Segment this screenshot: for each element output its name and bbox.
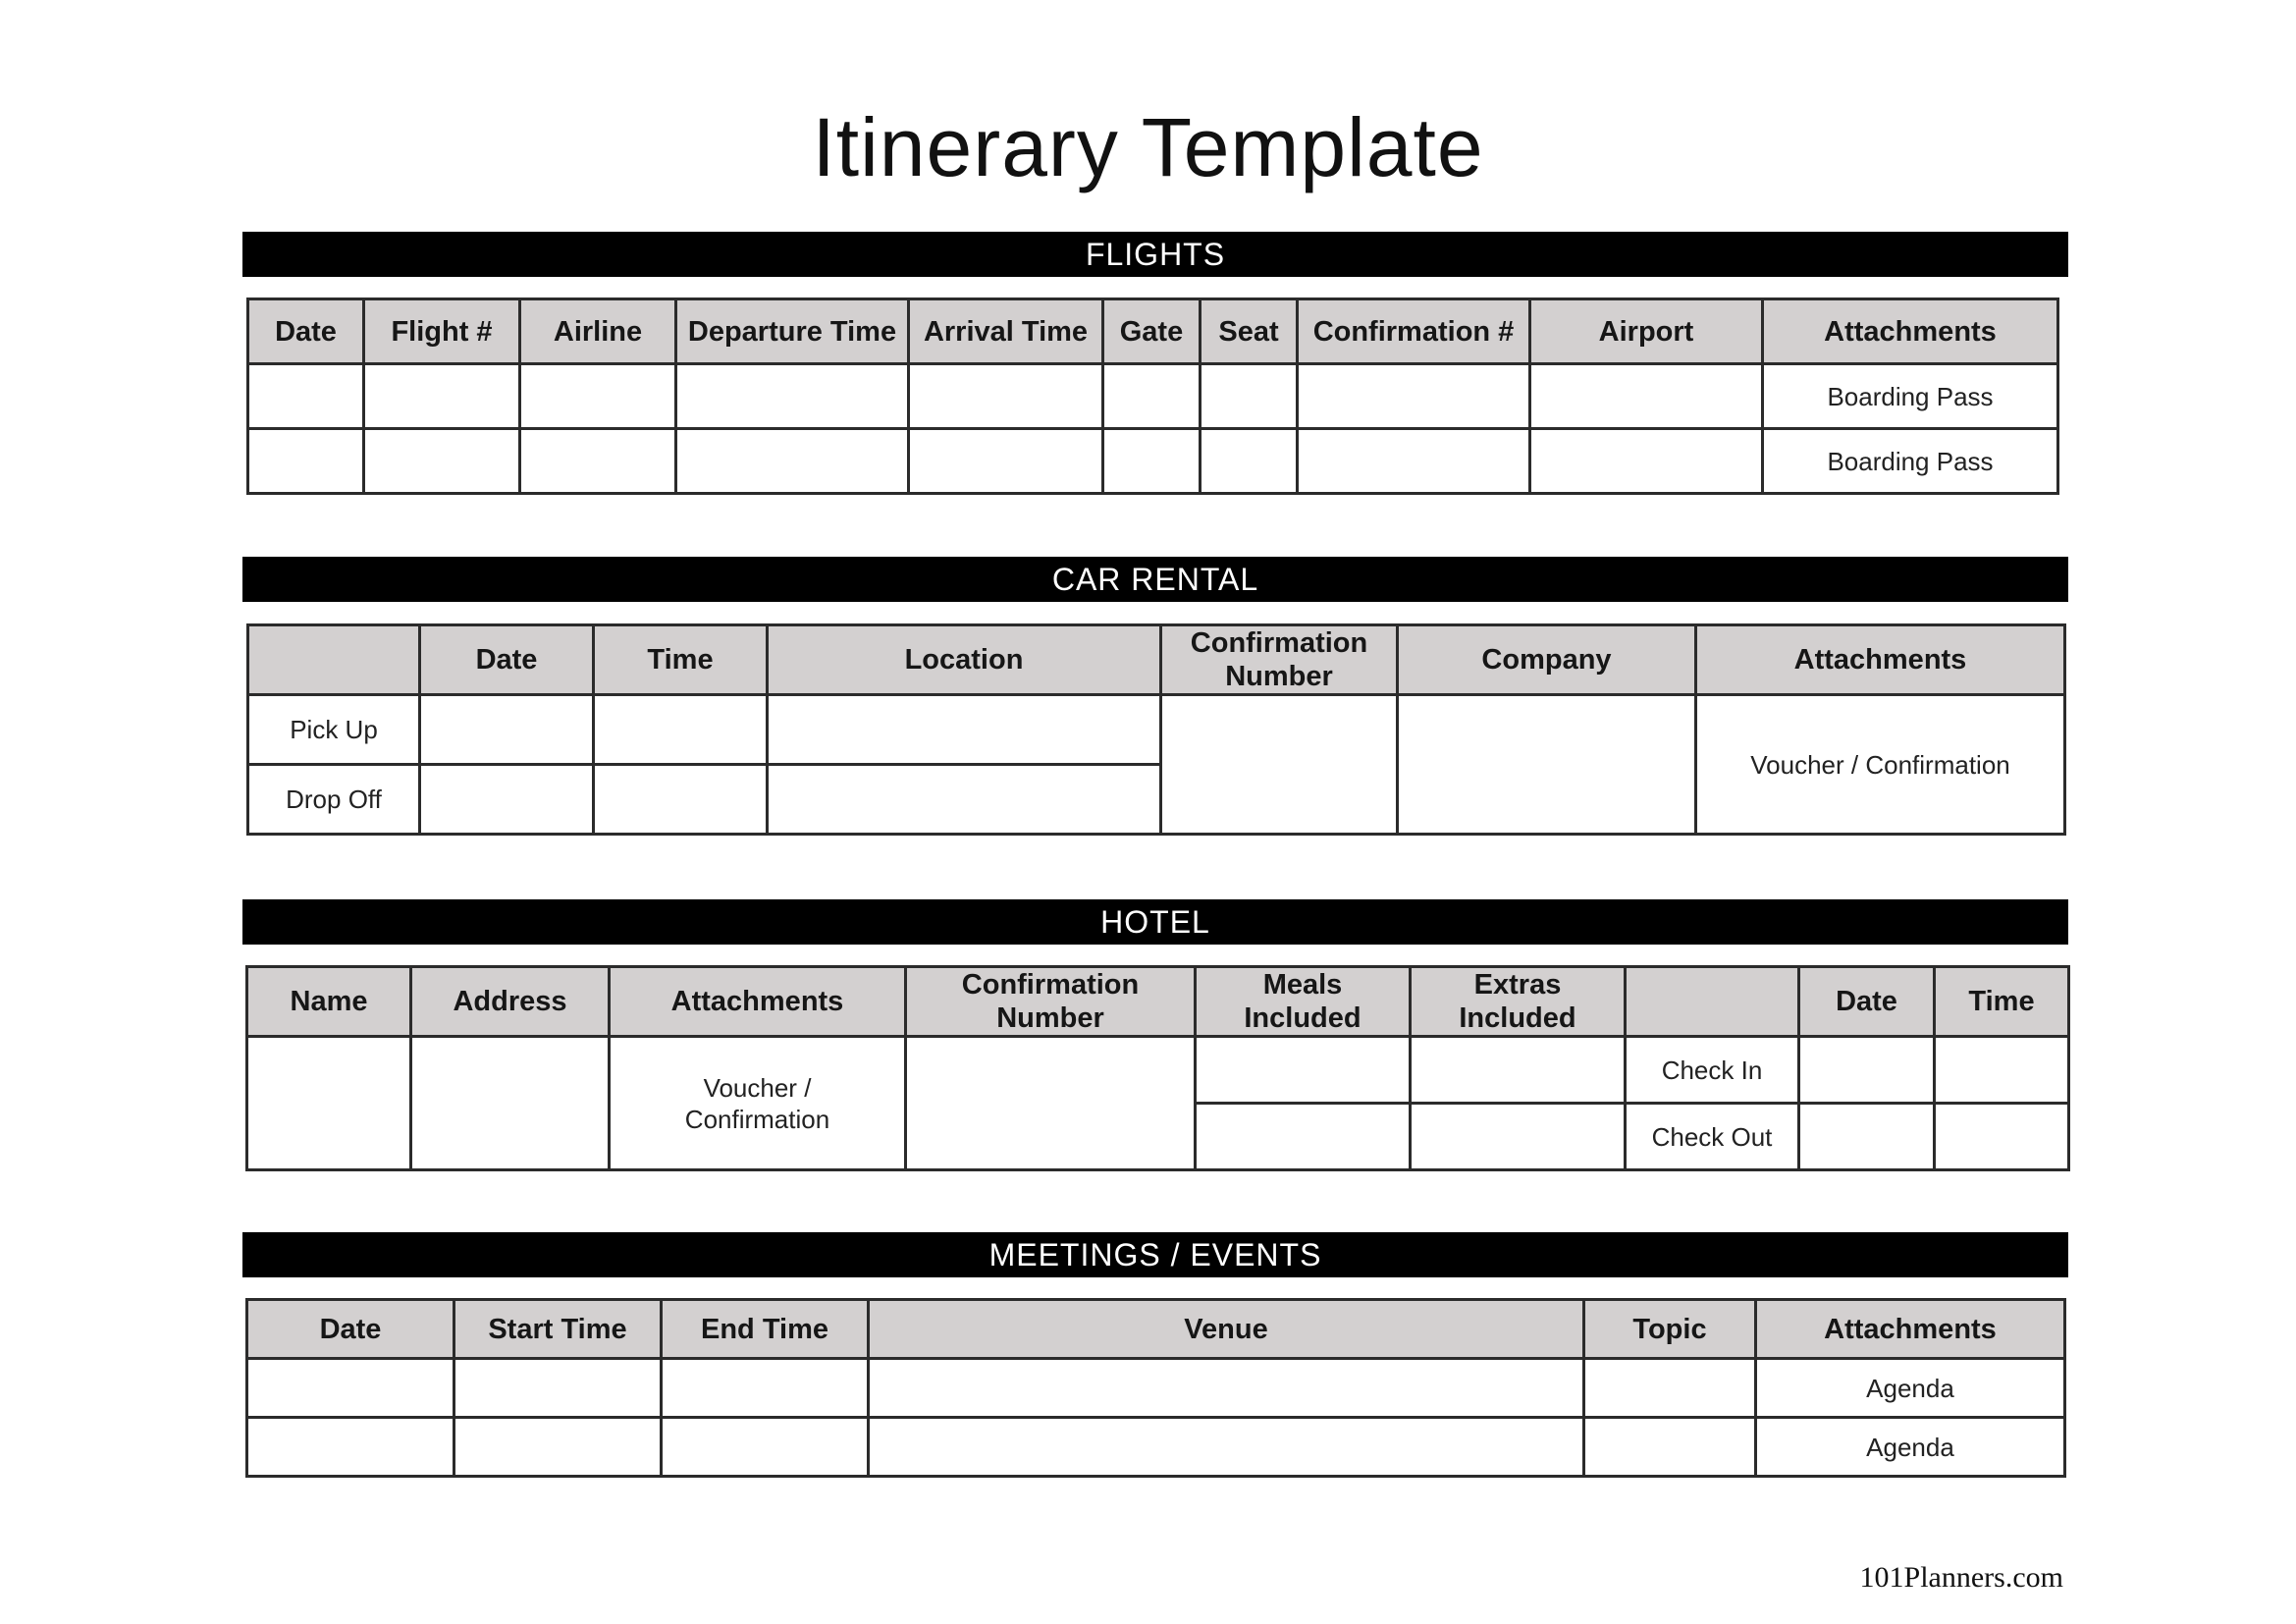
hotel-name-cell[interactable] [247,1037,411,1170]
flights-header-date: Date [248,299,364,364]
car-company-cell[interactable] [1398,695,1696,835]
flight-departure-cell[interactable] [676,429,909,494]
car-rental-header-row [248,625,2065,695]
flights-table [246,298,2059,495]
flights-header-seat: Seat [1201,299,1298,364]
meetings-header-venue: Venue [869,1300,1584,1359]
flight-arrival-cell[interactable] [909,364,1103,429]
pick-up-label: Pick Up [248,695,420,765]
meeting-topic-cell[interactable] [1584,1418,1756,1477]
hotel-section-header: HOTEL [242,899,2068,945]
pick-up-date-cell[interactable] [420,695,594,765]
car-rental-header-company: Company [1398,625,1696,695]
drop-off-location-cell[interactable] [768,765,1161,835]
meetings-row [247,1418,2065,1477]
check-in-label: Check In [1626,1037,1799,1104]
hotel-header-blank [1626,967,1799,1037]
meeting-venue-cell[interactable] [869,1418,1584,1477]
meetings-header-end-time: End Time [662,1300,869,1359]
pick-up-location-cell[interactable] [768,695,1161,765]
flights-header-departure-time: Departure Time [676,299,909,364]
hotel-meals-cell[interactable] [1196,1104,1411,1170]
pick-up-time-cell[interactable] [594,695,768,765]
hotel-header-time: Time [1935,967,2069,1037]
car-rental-header-confirmation-number: Confirmation Number [1161,625,1398,695]
meeting-attachment-cell[interactable]: Agenda [1756,1418,2065,1477]
flight-confirmation-cell[interactable] [1298,364,1530,429]
flight-airport-cell[interactable] [1530,364,1763,429]
car-rental-header-location: Location [768,625,1161,695]
flights-header-arrival-time: Arrival Time [909,299,1103,364]
car-rental-header-date: Date [420,625,594,695]
check-in-time-cell[interactable] [1935,1037,2069,1104]
flights-header-gate: Gate [1103,299,1201,364]
hotel-header-extras-included: Extras Included [1411,967,1626,1037]
flights-row [248,429,2058,494]
drop-off-label: Drop Off [248,765,420,835]
flight-departure-cell[interactable] [676,364,909,429]
meeting-end-time-cell[interactable] [662,1418,869,1477]
meeting-end-time-cell[interactable] [662,1359,869,1418]
hotel-header-row [247,967,2069,1037]
flight-number-cell[interactable] [364,429,520,494]
flight-date-cell[interactable] [248,364,364,429]
meetings-header-row [247,1300,2065,1359]
drop-off-time-cell[interactable] [594,765,768,835]
meetings-table [245,1298,2066,1478]
meetings-section-header: MEETINGS / EVENTS [242,1232,2068,1277]
meeting-start-time-cell[interactable] [454,1418,662,1477]
car-confirmation-number-cell[interactable] [1161,695,1398,835]
car-rental-header-time: Time [594,625,768,695]
check-out-date-cell[interactable] [1799,1104,1935,1170]
hotel-meals-cell[interactable] [1196,1037,1411,1104]
car-rental-pickup-row [248,695,2065,765]
flights-header-flight-number: Flight # [364,299,520,364]
flight-airport-cell[interactable] [1530,429,1763,494]
check-in-date-cell[interactable] [1799,1037,1935,1104]
meeting-date-cell[interactable] [247,1418,454,1477]
flights-header-attachments: Attachments [1763,299,2058,364]
hotel-header-name: Name [247,967,411,1037]
meeting-attachment-cell[interactable]: Agenda [1756,1359,2065,1418]
flights-header-row [248,299,2058,364]
car-attachment-cell[interactable]: Voucher / Confirmation [1696,695,2065,835]
car-rental-header-blank [248,625,420,695]
flight-seat-cell[interactable] [1201,429,1298,494]
hotel-address-cell[interactable] [411,1037,610,1170]
meetings-header-start-time: Start Time [454,1300,662,1359]
flight-attachment-cell[interactable]: Boarding Pass [1763,429,2058,494]
hotel-header-meals-included: Meals Included [1196,967,1411,1037]
hotel-header-date: Date [1799,967,1935,1037]
meeting-date-cell[interactable] [247,1359,454,1418]
hotel-extras-cell[interactable] [1411,1104,1626,1170]
flights-header-airport: Airport [1530,299,1763,364]
flight-airline-cell[interactable] [520,364,676,429]
flight-gate-cell[interactable] [1103,429,1201,494]
page-title: Itinerary Template [812,101,1484,193]
hotel-header-attachments: Attachments [610,967,906,1037]
car-rental-table [246,623,2066,836]
flight-arrival-cell[interactable] [909,429,1103,494]
flights-header-confirmation: Confirmation # [1298,299,1530,364]
footer-brand: 101Planners.com [1859,1561,2063,1594]
hotel-extras-cell[interactable] [1411,1037,1626,1104]
meeting-venue-cell[interactable] [869,1359,1584,1418]
car-rental-section-header: CAR RENTAL [242,557,2068,602]
flights-header-airline: Airline [520,299,676,364]
flight-seat-cell[interactable] [1201,364,1298,429]
flight-gate-cell[interactable] [1103,364,1201,429]
meeting-topic-cell[interactable] [1584,1359,1756,1418]
flight-airline-cell[interactable] [520,429,676,494]
hotel-table [245,965,2070,1171]
car-rental-header-attachments: Attachments [1696,625,2065,695]
flight-confirmation-cell[interactable] [1298,429,1530,494]
flights-row [248,364,2058,429]
flight-attachment-cell[interactable]: Boarding Pass [1763,364,2058,429]
hotel-header-confirmation-number: Confirmation Number [906,967,1196,1037]
flights-section-header: FLIGHTS [242,232,2068,277]
meetings-header-attachments: Attachments [1756,1300,2065,1359]
hotel-attachment-cell[interactable]: Voucher / Confirmation [610,1037,906,1170]
meetings-row [247,1359,2065,1418]
hotel-confirmation-number-cell[interactable] [906,1037,1196,1170]
check-out-label: Check Out [1626,1104,1799,1170]
drop-off-date-cell[interactable] [420,765,594,835]
hotel-header-address: Address [411,967,610,1037]
hotel-checkin-row [247,1037,2069,1104]
check-out-time-cell[interactable] [1935,1104,2069,1170]
flight-number-cell[interactable] [364,364,520,429]
meetings-header-date: Date [247,1300,454,1359]
meeting-start-time-cell[interactable] [454,1359,662,1418]
flight-date-cell[interactable] [248,429,364,494]
meetings-header-topic: Topic [1584,1300,1756,1359]
